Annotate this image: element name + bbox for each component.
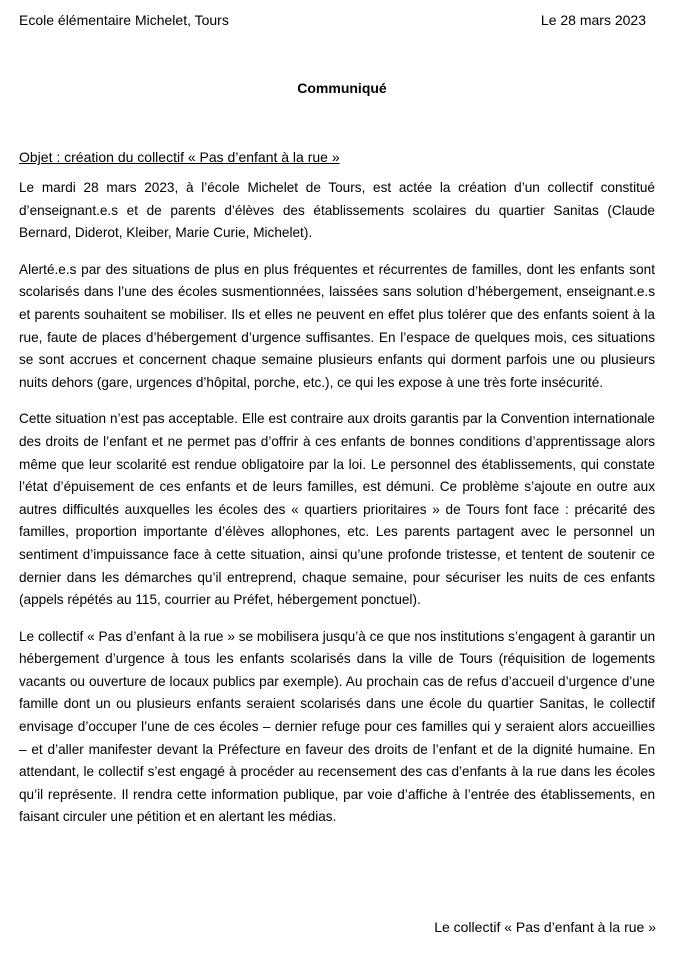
document-date: Le 28 mars 2023 — [540, 12, 646, 28]
school-name: Ecole élémentaire Michelet, Tours — [19, 12, 229, 28]
paragraph-1: Le mardi 28 mars 2023, à l’école Michelet de Tours, est actée la création d’un collectif constitué d’enseignant.e.s et de parents d’élèves des établissements scolaires du quartier Sanitas (Claude Bernard, Diderot, Kleiber, Marie Curie, Michelet). — [19, 180, 655, 241]
subject-line: Objet : création du collectif « Pas d’enfant à la rue » — [19, 149, 340, 165]
document-title: Communiqué — [297, 80, 387, 96]
paragraph-3: Cette situation n’est pas acceptable. Elle est contraire aux droits garantis par la Convention internationale des droits de l’enfant et ne permet pas d’offrir à ces enfants de bonnes conditions d’apprentissage alors même que leur scolarité est rendue obligatoire par la loi. Le personnel des établissements, qui constate l’état d’épuisement de ces enfants et de leurs familles, est démuni. Ce problème s’ajoute en outre aux autres difficultés auxquelles les écoles des « quartiers prioritaires » de Tours font face : précarité des familles, proportion importante d’élèves allophones, etc. Les parents partagent avec le personnel un sentiment d’impuissance face à cette situation, ainsi qu’une profonde tristesse, et tentent de soutenir ce dernier dans les démarches qu’il entreprend, chaque semaine, pour sécuriser les nuits de ces enfants (appels répétés au 115, courrier au Préfet, hébergement ponctuel). — [19, 411, 655, 608]
signature: Le collectif « Pas d’enfant à la rue » — [434, 919, 656, 935]
document-body — [19, 177, 655, 843]
paragraph-2: Alerté.e.s par des situations de plus en plus fréquentes et récurrentes de familles, dont les enfants sont scolarisés dans l’une des écoles susmentionnées, laissées sans solution d’hébergement, enseignant.e.s et parents souhaitent se mobiliser. Ils et elles ne peuvent en effet plus tolérer que des enfants soient à la rue, faute de places d’hébergement d’urgence suffisantes. En l’espace de quelques mois, ces situations se sont accrues et concernent chaque semaine plusieurs enfants qui dorment parfois une ou plusieurs nuits dehors (gare, urgences d’hôpital, porche, etc.), ce qui les expose à une très forte insécurité. — [19, 261, 655, 390]
paragraph-4: Le collectif « Pas d’enfant à la rue » se mobilisera jusqu’à ce que nos institutions s’engagent à garantir un hébergement d’urgence à tous les enfants scolarisés dans la ville de Tours (réquisition de logements vacants ou ouverture de locaux publics par exemple). Au prochain cas de refus d’accueil d’urgence d’une famille dont un ou plusieurs enfants seraient scolarisés dans une école du quartier Sanitas, le collectif envisage d’occuper l’une de ces écoles – dernier refuge pour ces familles qui y seraient alors accueillies – et d’aller manifester devant la Préfecture en faveur des droits de l’enfant et de la dignité humaine. En attendant, le collectif s’est engagé à procéder au recensement des cas d’enfants à la rue dans les écoles qu’il représente. Il rendra cette information publique, par voie d’affiche à l’entrée des établissements, en faisant circuler une pétition et en alertant les médias. — [19, 628, 655, 825]
